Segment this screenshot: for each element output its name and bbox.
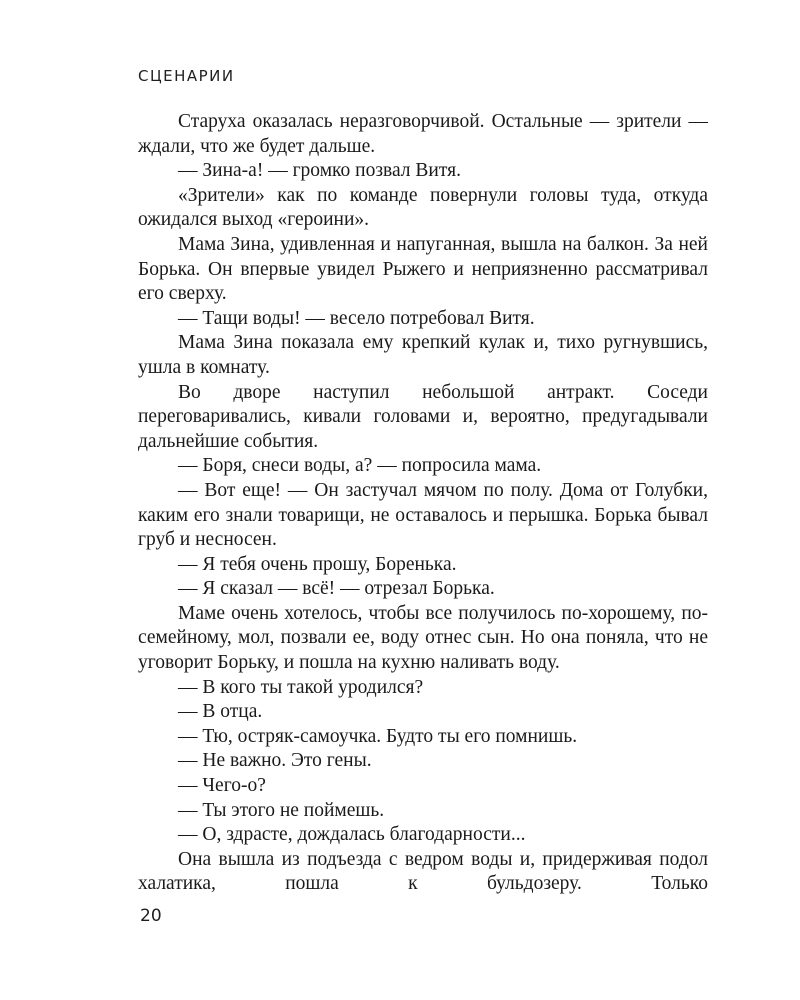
paragraph: — Я тебя очень прошу, Боренька. <box>178 553 457 575</box>
page-number: 20 <box>140 906 162 926</box>
paragraph: — Зина-а! — громко позвал Витя. <box>178 160 461 182</box>
paragraph: — Боря, снеси воды, а? — попросила мама. <box>178 455 542 477</box>
paragraph: — В кого ты такой уродился? <box>178 676 424 698</box>
paragraph: Мама Зина, удивленная и напуганная, вышла на балкон. За ней Борька. Он впервые увидел Рыжего и неприязненно рассматривал его сверху. <box>138 233 708 305</box>
paragraph: — Тю, остряк-самоучка. Будто ты его помнишь. <box>178 725 578 747</box>
paragraph: Старуха оказалась неразговорчивой. Остальные — зрители — ждали, что же будет дальше. <box>138 111 708 157</box>
paragraph: — Чего-о? <box>178 775 266 797</box>
paragraph: Мама Зина показала ему крепкий кулак и, тихо ругнувшись, ушла в комнату. <box>138 332 708 378</box>
paragraph: — О, здрасте, дождалась благодарности... <box>178 824 526 846</box>
paragraph: Она вышла из подъезда с ведром воды и, придерживая подол халатика, пошла к бульдозеру. Только <box>138 848 708 895</box>
paragraph: — Тащи воды! — весело потребовал Витя. <box>178 307 535 329</box>
paragraph: — Вот еще! — Он застучал мячом по полу. Дома от Голубки, каким его знали товарищи, не оставалось и перышка. Борька бывал груб и несносен. <box>138 479 708 551</box>
paragraph: «Зрители» как по команде повернули головы туда, откуда ожидался выход «героини». <box>138 184 708 231</box>
paragraph: Во дворе наступил небольшой антракт. Соседи переговаривались, кивали головами и, вероятно, предугадывали дальнейшие события. <box>138 381 708 452</box>
running-head: СЦЕНАРИИ <box>138 67 235 85</box>
body-text <box>138 110 708 897</box>
paragraph: — Ты этого не поймешь. <box>178 799 385 821</box>
paragraph: — В отца. <box>178 701 263 723</box>
paragraph: Маме очень хотелось, чтобы все получилось по-хорошему, по-семейному, мол, позвали ее, воду отнес сын. Но она поняла, что не уговорит Борьку, и пошла на кухню наливать воду. <box>138 602 708 674</box>
paragraph: — Я сказал — всё! — отрезал Борька. <box>178 578 495 600</box>
paragraph: — Не важно. Это гены. <box>178 750 372 772</box>
